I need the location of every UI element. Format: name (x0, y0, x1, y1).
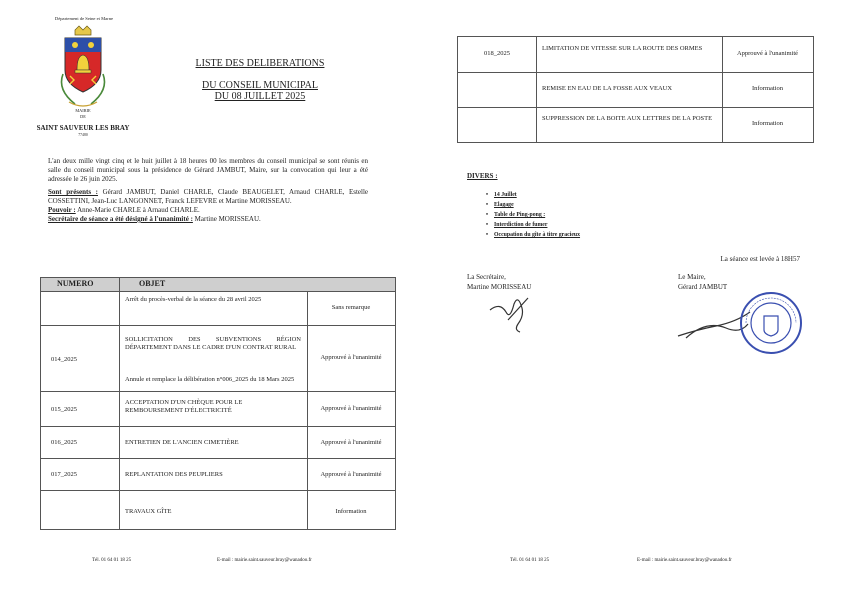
secretaire-name: Martine MORISSEAU. (194, 215, 261, 223)
row-objet: SUPPRESSION DE LA BOITE AUX LETTRES DE LA POSTE (542, 115, 713, 122)
row-objet: REMISE EN EAU DE LA FOSSE AUX VEAUX (542, 85, 673, 92)
row-decision: Approuvé à l'unanimité (320, 354, 382, 361)
postcode: 77480 (78, 133, 88, 137)
title-line-2: DU CONSEIL MUNICIPAL (202, 80, 318, 91)
secretary-name: Martine MORISSEAU (467, 283, 532, 291)
mayor-title: Le Maire, (678, 273, 706, 281)
row-decision: Approuvé à l'unanimité (320, 405, 382, 412)
row-decision: Approuvé à l'unanimité (320, 439, 382, 446)
row-decision: Sans remarque (331, 304, 371, 311)
row-note: Annule et remplace la délibération n°006_2025 du 18 Mars 2025 (125, 376, 295, 383)
list-item: • Elagage (494, 200, 580, 210)
commune-name: SAINT SAUVEUR LES BRAY (36, 124, 130, 132)
list-item: • 14 Juillet (494, 190, 580, 200)
secretary-signature-icon (488, 290, 538, 334)
intro-block (48, 157, 368, 224)
department-name: Département de Seine et Marne (54, 16, 114, 21)
row-objet: LIMITATION DE VITESSE SUR LA ROUTE DES ORMES (542, 45, 703, 52)
row-objet: ENTRETIEN DE L'ANCIEN CIMETIÈRE (125, 439, 239, 446)
mairie-label (40, 108, 126, 120)
intro-paragraph: L'an deux mille vingt cinq et le huit juillet à 18 heures 00 les membres du conseil municipal se sont réunis en salle du conseil municipal sous la présidence de Gérard JAMBUT, Maire, sur la convocation qui leur a été adressée le 26 juin 2025. (48, 157, 368, 183)
list-item: • Interdiction de fumer (494, 220, 580, 230)
mairie-de-line: DE (80, 114, 86, 119)
header-numero: NUMERO (57, 279, 94, 288)
present-label: Sont présents : (48, 188, 98, 196)
footer-phone-left: Tél. 01 64 01 18 25 (92, 558, 132, 563)
secretary-block (467, 272, 531, 292)
table-header-bar (41, 278, 395, 292)
row-decision: Information (751, 85, 784, 92)
row-decision: Information (335, 508, 367, 515)
secretaire-label: Secrétaire de séance a été désigné à l'unanimité : (48, 215, 193, 223)
pouvoir-text: Anne-Marie CHARLE à Arnaud CHARLE. (77, 206, 200, 214)
present-line (48, 188, 368, 206)
mayor-name: Gérard JAMBUT (678, 283, 728, 291)
deliberations-table (40, 277, 396, 530)
row-numero: 015_2025 (51, 406, 77, 413)
divers-list (494, 190, 580, 240)
row-numero: 018_2025 (484, 50, 510, 57)
row-objet: Arrêt du procès-verbal de la séance du 28 avril 2025 (125, 296, 262, 303)
footer-email-right: E-mail : mairie.saint.sauveur.bray@wanadoo.fr (637, 558, 732, 563)
title-line-1: LISTE DES DELIBERATIONS (195, 58, 325, 69)
secretaire-line (48, 215, 368, 224)
footer-email-left: E-mail : mairie.saint.sauveur.bray@wanadoo.fr (217, 558, 312, 563)
present-names: Gérard JAMBUT, Daniel CHARLE, Claude BEAUGELET, Arnaud CHARLE, Estelle COSSETTINI, Jean-Luc LANGONNET, Franck LEFEVRE et Martine MORISSEAU. (48, 188, 368, 205)
table-row (125, 296, 301, 304)
row-numero: 017_2025 (51, 471, 77, 478)
row-decision: Approuvé à l'unanimité (320, 471, 382, 478)
official-stamp-icon (738, 290, 804, 356)
title-line-3: DU 08 JUILLET 2025 (214, 91, 306, 102)
row-numero: 014_2025 (51, 356, 77, 363)
deliberations-table-continued (457, 36, 814, 143)
pouvoir-label: Pouvoir : (48, 206, 76, 214)
coat-of-arms-icon (55, 24, 111, 114)
row-decision: Approuvé à l'unanimité (736, 50, 799, 57)
row-objet: REPLANTATION DES PEUPLIERS (125, 471, 223, 478)
list-item: • Occupation du gîte à titre gracieux (494, 230, 580, 240)
footer-phone-right: Tél. 01 64 01 18 25 (510, 558, 550, 563)
row-numero: 016_2025 (51, 439, 77, 446)
row-decision: Information (751, 120, 784, 127)
row-objet: ACCEPTATION D'UN CHÈQUE POUR LE REMBOURSEMENT D'ÉLECTRICITÉ (125, 399, 243, 414)
closing-text: La séance est levée à 18H57 (720, 255, 800, 263)
divers-title: DIVERS : (467, 172, 498, 180)
secretary-title: La Secrétaire, (467, 273, 506, 281)
row-objet: TRAVAUX GÎTE (125, 508, 172, 515)
mayor-block (678, 272, 727, 292)
pouvoir-line (48, 206, 368, 215)
mairie-line: MAIRIE (75, 108, 91, 113)
list-item: • Table de Ping-pong : (494, 210, 580, 220)
header-objet: OBJET (139, 279, 166, 288)
document-title (170, 58, 350, 102)
row-objet: SOLLICITATION DES SUBVENTIONS RÉGION DÉPARTEMENT DANS LE CADRE D'UN CONTRAT RURAL (125, 336, 301, 351)
